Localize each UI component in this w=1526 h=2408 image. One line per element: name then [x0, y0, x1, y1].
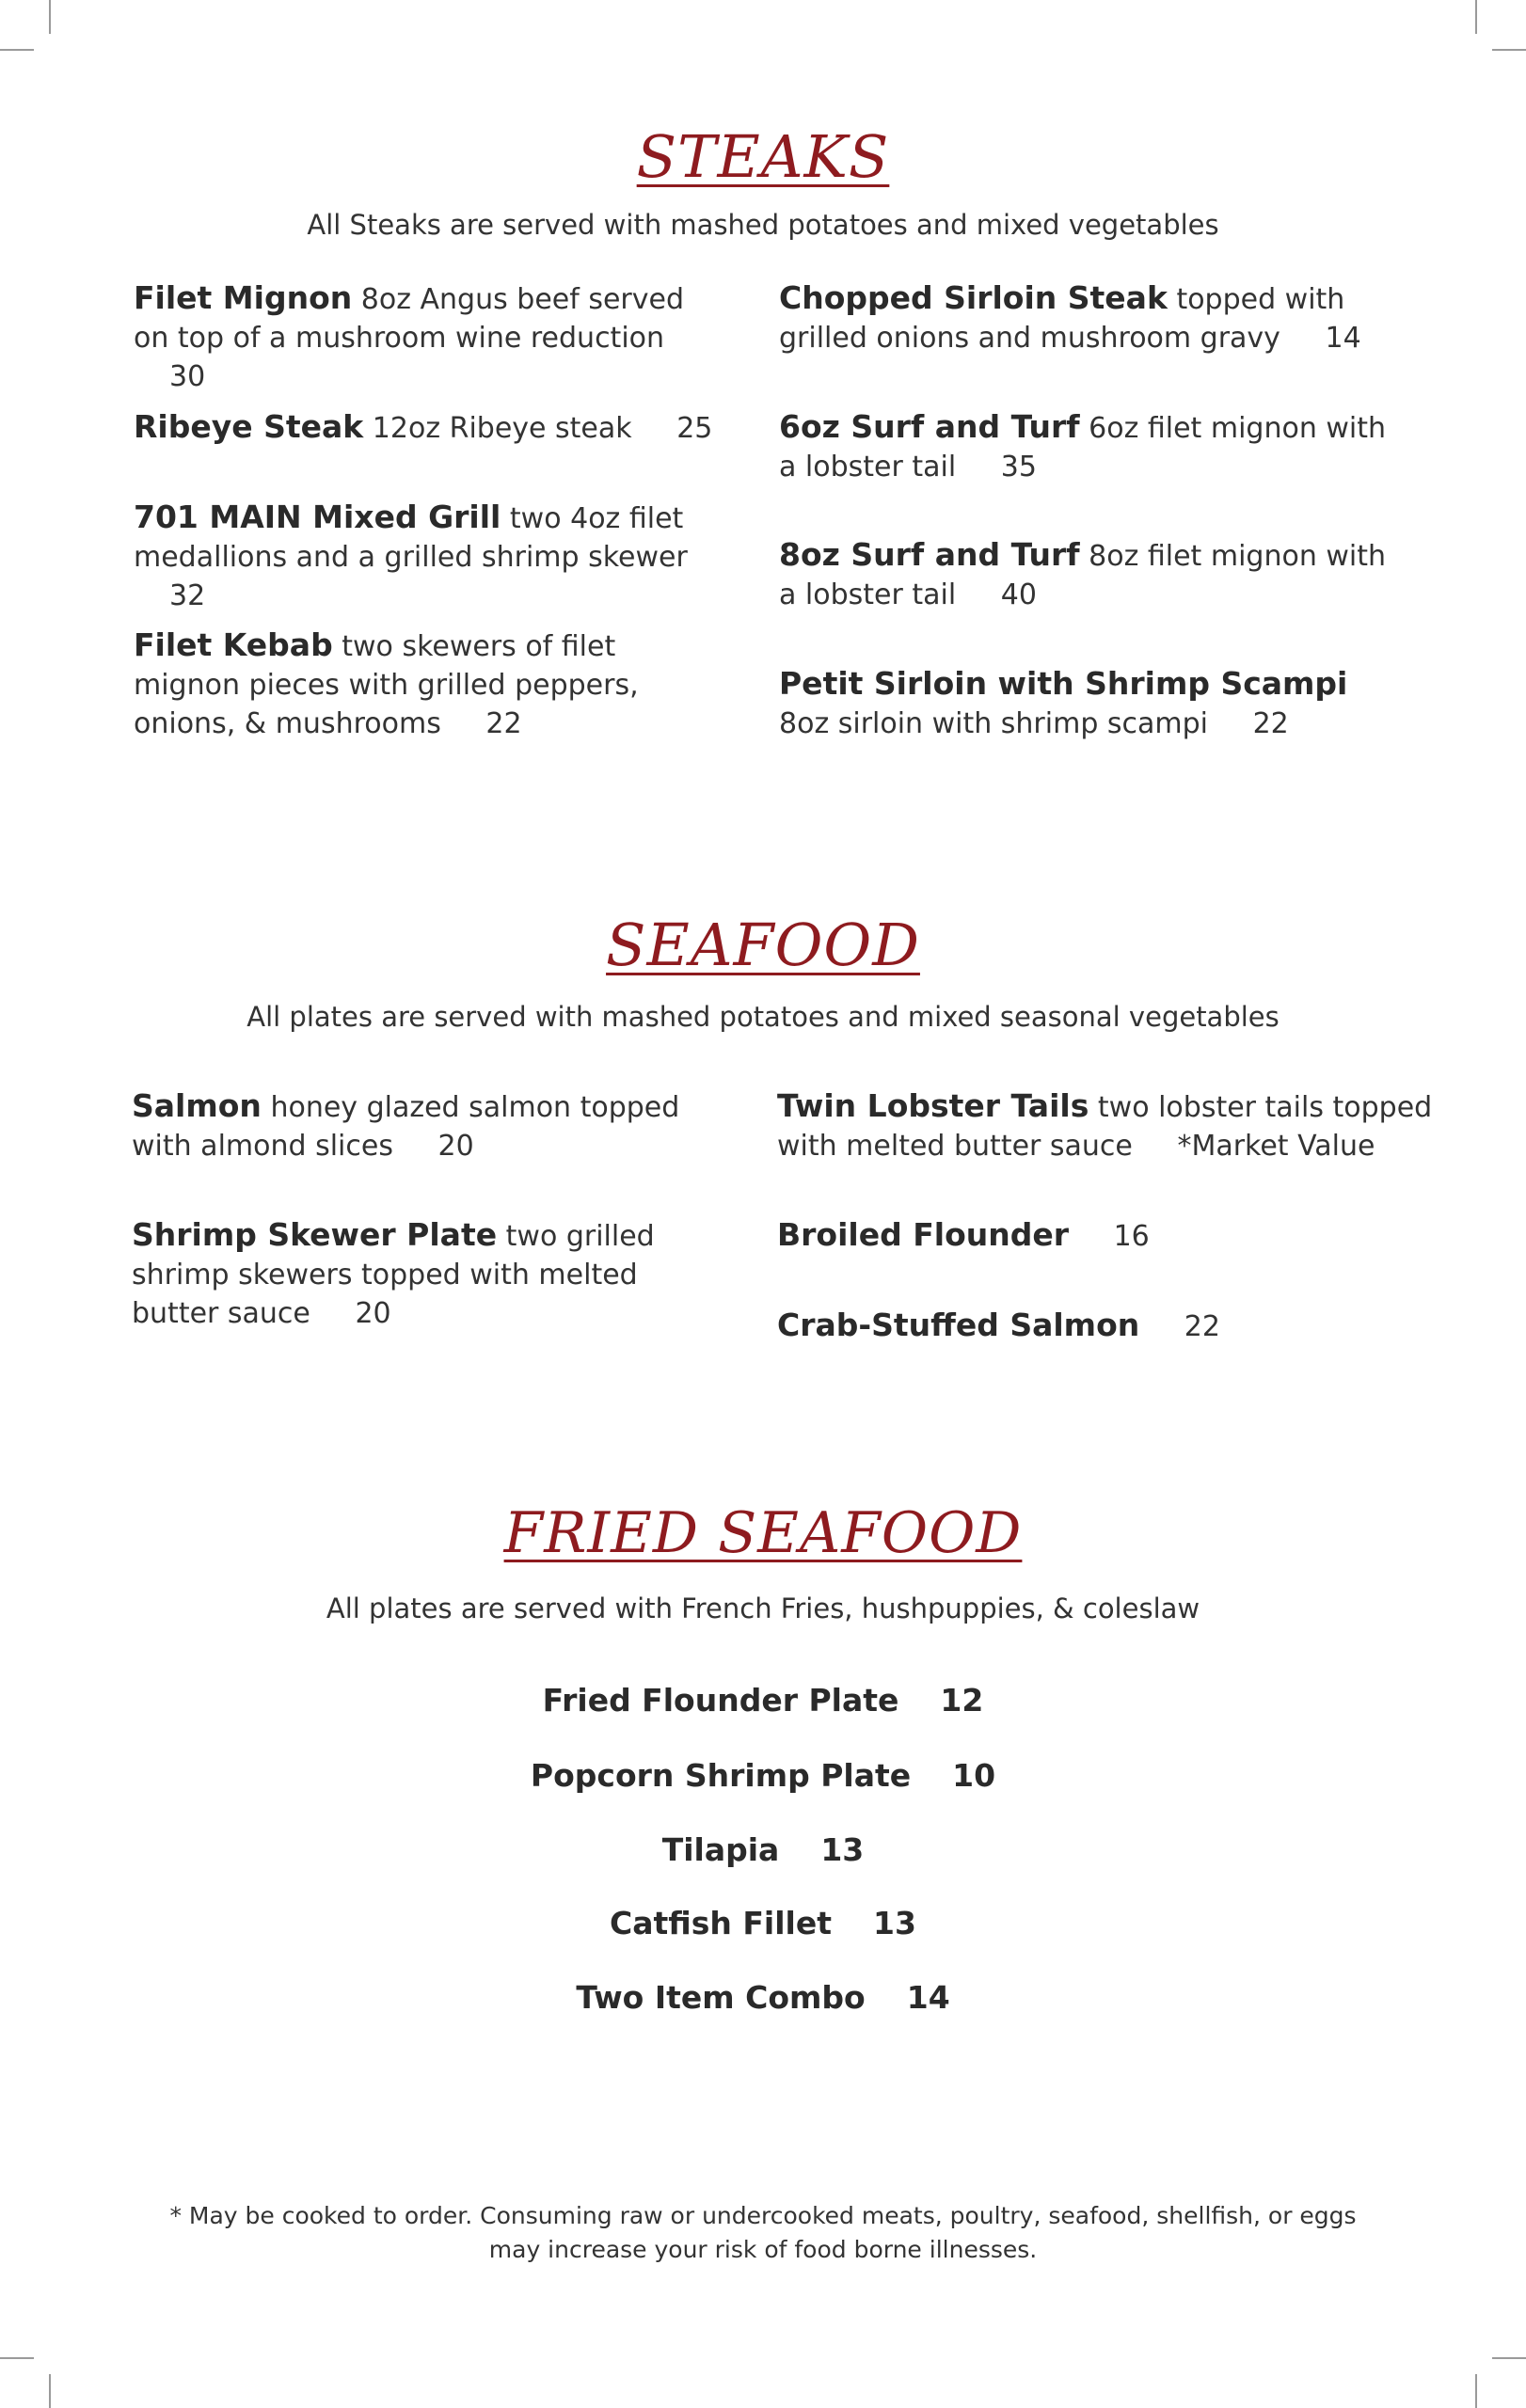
item-desc: honey glazed salmon topped with almond slices: [132, 1091, 680, 1163]
item-name: Filet Kebab: [134, 626, 333, 663]
item-name: Ribeye Steak: [134, 408, 364, 445]
menu-item: [777, 1215, 1436, 1256]
item-price: 20: [355, 1297, 391, 1330]
item-name: Twin Lobster Tails: [777, 1087, 1089, 1124]
menu-item: [0, 1831, 1526, 1868]
item-price: 25: [676, 412, 713, 445]
crop-mark: [1475, 2374, 1477, 2408]
menu-item: [0, 1682, 1526, 1719]
item-name: Filet Mignon: [134, 279, 353, 316]
item-price: 20: [437, 1130, 474, 1163]
fried-seafood-subtitle: All plates are served with French Fries, hushpuppies, & coleslaw: [326, 1592, 1200, 1624]
menu-item: [134, 626, 717, 743]
item-name: Shrimp Skewer Plate: [132, 1216, 498, 1253]
menu-item: [777, 1086, 1464, 1165]
item-desc: two lobster tails topped with melted butter sauce: [777, 1091, 1433, 1163]
menu-item: [132, 1086, 715, 1165]
item-name: Popcorn Shrimp Plate: [530, 1757, 912, 1794]
item-name: Two Item Combo: [576, 1979, 866, 2016]
crop-mark: [1492, 2357, 1526, 2359]
item-price: 22: [1252, 707, 1289, 740]
menu-item: [0, 1757, 1526, 1794]
seafood-title: SEAFOOD: [606, 911, 920, 979]
item-desc: topped with grilled onions and mushroom gravy: [779, 283, 1345, 355]
crop-mark: [49, 2374, 51, 2408]
item-price: 32: [169, 579, 206, 612]
item-name: Salmon: [132, 1087, 262, 1124]
item-name: Crab-Stuffed Salmon: [777, 1307, 1140, 1343]
crop-mark: [1475, 0, 1477, 34]
item-price: 22: [485, 707, 522, 740]
crop-mark: [0, 2357, 34, 2359]
item-name: Fried Flounder Plate: [542, 1682, 899, 1719]
menu-item: [0, 1979, 1526, 2016]
item-name: Tilapia: [661, 1831, 780, 1868]
item-name: 6oz Surf and Turf: [779, 408, 1080, 445]
item-desc: two skewers of filet mignon pieces with grilled peppers, onions, & mushrooms: [134, 630, 639, 740]
menu-item: [779, 535, 1400, 614]
item-price: 13: [820, 1831, 865, 1868]
fried-seafood-title: FRIED SEAFOOD: [503, 1500, 1023, 1566]
food-safety-note: * May be cooked to order. Consuming raw or undercooked meats, poultry, seafood, shellfish, or eggs may increase your risk of food borne illnesses.: [169, 2202, 1357, 2263]
item-price: 30: [169, 360, 206, 393]
seafood-subtitle: All plates are served with mashed potatoes and mixed seasonal vegetables: [246, 1001, 1280, 1033]
crop-mark: [49, 0, 51, 34]
item-desc: 8oz filet mignon with a lobster tail: [779, 540, 1387, 611]
item-price: 14: [1325, 322, 1361, 355]
item-price: 10: [952, 1757, 996, 1794]
item-desc: 12oz Ribeye steak: [372, 412, 632, 445]
item-name: Broiled Flounder: [777, 1216, 1070, 1253]
menu-item: [777, 1306, 1436, 1346]
item-price: *Market Value: [1177, 1130, 1375, 1163]
item-price: 35: [1000, 451, 1037, 483]
item-price: 22: [1184, 1310, 1220, 1343]
steaks-title: STEAKS: [636, 122, 890, 191]
item-desc: 6oz filet mignon with a lobster tail: [779, 412, 1387, 483]
item-name: 8oz Surf and Turf: [779, 536, 1080, 573]
item-name: 701 MAIN Mixed Grill: [134, 499, 501, 535]
steaks-subtitle: All Steaks are served with mashed potatoes and mixed vegetables: [307, 209, 1219, 241]
item-price: 16: [1113, 1220, 1150, 1253]
item-name: Chopped Sirloin Steak: [779, 279, 1168, 316]
item-desc: 8oz Angus beef served on top of a mushroom wine reduction: [134, 283, 685, 355]
crop-mark: [1492, 49, 1526, 51]
item-name: Petit Sirloin with Shrimp Scampi: [779, 665, 1348, 702]
menu-item: [779, 664, 1400, 743]
menu-item: [134, 278, 717, 396]
item-desc: two grilled shrimp skewers topped with melted butter sauce: [132, 1220, 655, 1330]
menu-item: [132, 1215, 715, 1333]
item-desc: two 4oz filet medallions and a grilled shrimp skewer: [134, 502, 688, 574]
item-price: 13: [873, 1905, 916, 1941]
menu-item: [779, 407, 1400, 486]
item-price: 14: [906, 1979, 950, 2016]
item-desc: 8oz sirloin with shrimp scampi: [779, 707, 1209, 740]
menu-item: [134, 407, 717, 448]
menu-item: [0, 1905, 1526, 1941]
crop-mark: [0, 49, 34, 51]
menu-item: [134, 498, 736, 615]
item-price: 12: [940, 1682, 984, 1719]
item-name: Catfish Fillet: [610, 1905, 833, 1941]
item-price: 40: [1000, 578, 1037, 611]
menu-item: [779, 278, 1400, 357]
